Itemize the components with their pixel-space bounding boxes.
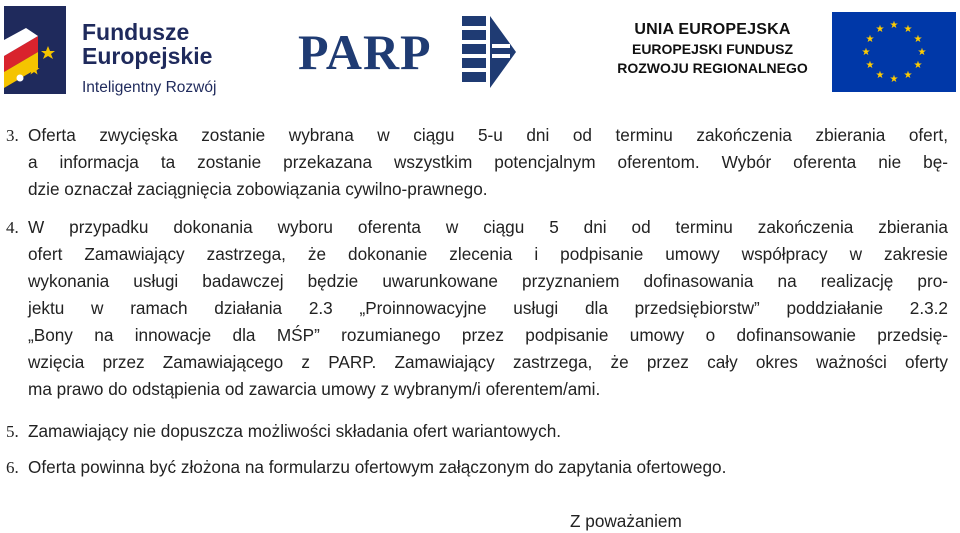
item-number: 3.: [6, 126, 19, 145]
svg-text:★: ★: [865, 34, 875, 45]
svg-text:★: ★: [903, 24, 913, 35]
eu-flag-icon: [832, 12, 956, 92]
parp-emblem: [458, 14, 520, 90]
item-number: 5.: [6, 422, 19, 441]
eu-text-line2: EUROPEJSKI FUNDUSZ: [631, 41, 794, 57]
svg-text:★: ★: [865, 60, 875, 71]
eu-text-line3: ROZWOJU REGIONALNEGO: [617, 60, 808, 76]
paragraph-line: ma prawo do odstąpienia od zawarcia umowy z wybranym/i oferentem/ami.: [28, 379, 601, 399]
logo-header: [0, 0, 960, 110]
fe-logo-title: Fundusze Europejskie: [82, 19, 213, 69]
paragraph-line: dzie oznaczał zaciągnięcia zobowiązania cywilno-prawnego.: [28, 179, 488, 199]
paragraph-line: Zamawiający nie dopuszcza możliwości składania ofert wariantowych.: [28, 421, 562, 441]
svg-text:★: ★: [889, 74, 899, 85]
svg-text:★: ★: [913, 34, 923, 45]
fundusze-europejskie-emblem: [4, 6, 66, 94]
svg-text:★: ★: [917, 47, 927, 58]
eu-text-logo: [605, 20, 820, 78]
paragraph-line: wykonania usługi badawczej będzie uwarunkowane przyznaniem dofinasowania na realizację pro-: [28, 271, 948, 291]
parp-wordmark: PARP: [298, 24, 432, 80]
fundusze-europejskie-logo: [4, 6, 254, 98]
svg-text:★: ★: [889, 20, 899, 31]
svg-text:★: ★: [913, 60, 923, 71]
svg-text:★: ★: [875, 70, 885, 81]
svg-text:★: ★: [903, 70, 913, 81]
paragraph-line: „Bony na innowacje dla MŚP” rozumianego przez podpisanie umowy o dofinansowanie przedsię-: [28, 325, 948, 345]
fe-logo-subtitle: Inteligentny Rozwój: [82, 79, 217, 96]
parp-logo: [298, 12, 548, 92]
paragraph-line: wzięcia przez Zamawiającego z PARP. Zamawiający zastrzega, że przez cały okres ważności oferty: [28, 352, 948, 372]
paragraph-line: Oferta zwycięska zostanie wybrana w ciągu 5-u dni od terminu zakończenia zbierania ofert,: [28, 125, 948, 145]
paragraph-line: jektu w ramach działania 2.3 „Proinnowacyjne usługi dla przedsiębiorstw” poddziałanie 2.3.2: [28, 298, 948, 318]
item-number: 6.: [6, 458, 19, 477]
svg-text:★: ★: [875, 24, 885, 35]
paragraph-line: W przypadku dokonania wyboru oferenta w ciągu 5 dni od terminu zakończenia zbierania: [28, 217, 948, 237]
svg-text:★: ★: [861, 47, 871, 58]
item-number: 4.: [6, 218, 19, 237]
paragraph-line: Oferta powinna być złożona na formularzu ofertowym załączonym do zapytania ofertowego.: [28, 457, 727, 477]
paragraph-line: a informacja ta zostanie przekazana wszystkim potencjalnym oferentom. Wybór oferenta nie bę-: [28, 152, 948, 172]
closing-salutation: Z poważaniem: [570, 511, 682, 531]
eu-text-line1: UNIA EUROPEJSKA: [634, 21, 791, 38]
paragraph-line: ofert Zamawiający zastrzega, że dokonanie zlecenia i podpisanie umowy współpracy w zakresie: [28, 244, 948, 264]
